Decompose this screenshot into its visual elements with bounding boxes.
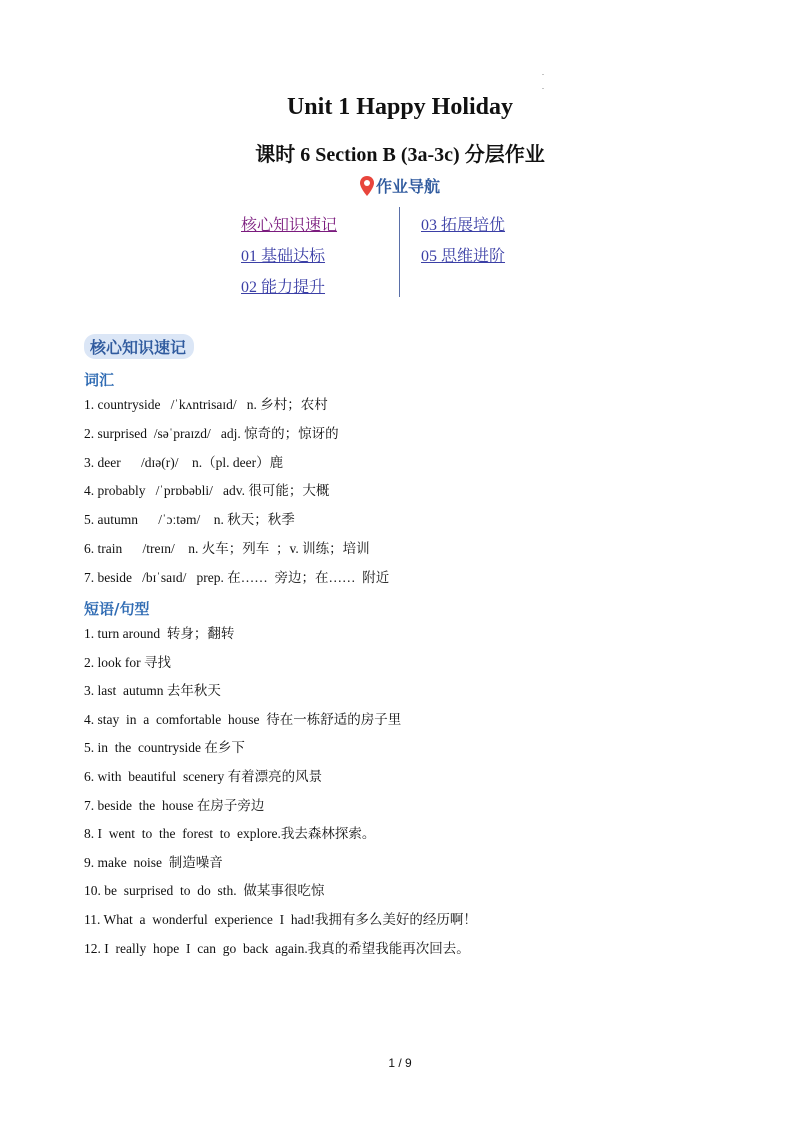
- section-title: 核心知识速记: [84, 334, 194, 359]
- list-item: 3. deer /dɪə(r)/ n.（pl. deer）鹿: [84, 454, 284, 470]
- list-item: 11. What a wonderful experience I had!我拥有多么美好的经历啊！: [84, 911, 477, 927]
- vocab-list: [84, 391, 389, 593]
- list-item: 7. beside /bɪˈsaɪd/ prep. 在…… 旁边；在…… 附近: [84, 569, 390, 585]
- nav-right-column: [421, 210, 505, 272]
- list-item: 5. autumn /ˈɔːtəm/ n. 秋天；秋季: [84, 512, 295, 528]
- phrase-list: [84, 620, 477, 963]
- list-item: 4. stay in a comfortable house 待在一栋舒适的房子里: [84, 711, 402, 727]
- phrase-heading: 短语/句型: [84, 600, 150, 618]
- list-item: 1. turn around 转身；翻转: [84, 626, 235, 641]
- nav-divider: [399, 207, 400, 297]
- page-number: 1 / 9: [388, 1056, 412, 1070]
- nav-link-ability[interactable]: 02 能力提升: [241, 279, 326, 296]
- list-item: 6. train /treɪn/ n. 火车；列车 ；v. 训练；培训: [84, 540, 370, 556]
- list-item: 8. I went to the forest to explore.我去森林探索。: [84, 826, 376, 842]
- list-item: 2. look for 寻找: [84, 654, 171, 670]
- nav-header-text: 作业导航: [375, 177, 440, 196]
- location-pin-icon: [360, 176, 374, 196]
- nav-header: [0, 174, 800, 197]
- nav-link-basic[interactable]: 01 基础达标: [241, 248, 326, 265]
- nav-link-core-knowledge[interactable]: 核心知识速记: [241, 217, 338, 234]
- nav-left-column: [241, 210, 337, 303]
- list-item: 5. in the countryside 在乡下: [84, 740, 245, 756]
- list-item: 3. last autumn 去年秋天: [84, 683, 221, 699]
- list-item: 2. surprised /səˈpraɪzd/ adj. 惊奇的；惊讶的: [84, 425, 339, 441]
- list-item: 12. I really hope I can go back again.我真的希望我能再次回去。: [84, 940, 470, 956]
- list-item: 4. probably /ˈprɒbəbli/ adv. 很可能；大概: [84, 483, 330, 499]
- section-header: [84, 334, 194, 359]
- vocab-heading: 词汇: [84, 371, 115, 389]
- corner-marks: . .: [542, 68, 544, 91]
- list-item: 1. countryside /ˈkʌntrisaɪd/ n. 乡村；农村: [84, 397, 328, 412]
- nav-link-thinking[interactable]: 05 思维进阶: [421, 248, 506, 265]
- page-title: Unit 1 Happy Holiday: [286, 94, 514, 120]
- list-item: 9. make noise 制造噪音: [84, 854, 223, 870]
- list-item: 10. be surprised to do sth. 做某事很吃惊: [84, 883, 325, 899]
- list-item: 6. with beautiful scenery 有着漂亮的风景: [84, 768, 323, 784]
- nav-link-extension[interactable]: 03 拓展培优: [421, 217, 506, 234]
- list-item: 7. beside the house 在房子旁边: [84, 797, 265, 813]
- page-subtitle: 课时 6 Section B (3a-3c) 分层作业: [255, 144, 545, 166]
